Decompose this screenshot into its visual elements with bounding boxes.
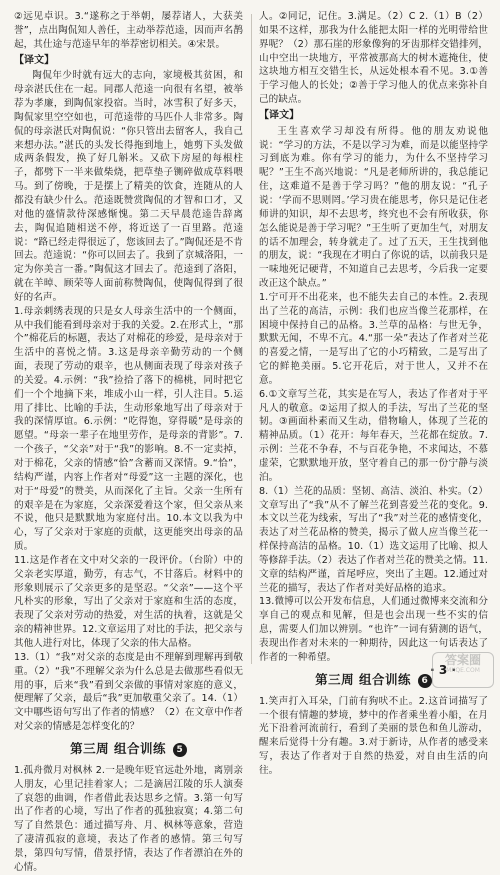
right-paragraph-5: 13.微博可以公开发布信息，人们通过微博来交流和分享自己的观点和见解，但是也会出现一些不实的信息，需要人们加以辨别。“也许”一词有猜测的语气，表现出作者对未来的一种期待，因此这一句话表达了作者的一种希望。 (259, 596, 488, 663)
right-translation-paragraph: 王生喜欢学习却没有所得。他的朋友劝说他说：“学习的方法，不是以学习为难，而是以能坚持学习到底为难。你有学习的能力，为什么不坚持学习呢？”王生不高兴地说：“凡是老师所讲的，我总能记住，这难道不是善于学习吗？”他的朋友说：“孔子说：‘学而不思则罔。’学习贵在能思考，你只是记住老师讲的知识，却不去思考，终究也不会有所收获，你怎么能说是善于学习呢？”王生听了更加生气，对朋友的话不加理会，转身就走了。过了五天，王生找到他的朋友，说：“我现在才明白了你说的话，以前我只是一味地死记硬背，不知道自己去思考，今后我一定要改正这个缺点。” (259, 125, 488, 290)
right-translation-tag: 【译文】 (259, 109, 300, 121)
left-translation-paragraph: 陶侃年少时就有远大的志向，家境极其贫困，和母亲湛氏住在一起。同郡人范逵一向很有名望，被举荐为孝廉，到陶侃家投宿。当时，冰雪积了好多天，陶侃家里空空如也，可范逵带的马匹仆人非常多。陶侃的母亲湛氏对陶侃说：“你只管出去留客人，我自己来想办法。”湛氏的头发长得拖到地上，她剪下头发做成两条假发，换了好几斛米。又砍下房屋的每根柱子，都劈下一半来做柴烧，把草垫子铡碎做成草料喂马。到了傍晚，于是摆上了精美的饮食，连随从的人都没有缺少什么。范逵既赞赏陶侃的才智和口才，又对他的盛情款待深感惭愧。第二天早晨范逵告辞离去，陶侃追随相送不停，将近送了一百里路。范逵说：“路已经走得很远了，您该回去了。”陶侃还是不肯回去。范逵说：“你可以回去了。我到了京城洛阳，一定为你美言一番。”陶侃这才回去了。范逵到了洛阳，就在羊晫、顾荣等人面前称赞陶侃，使陶侃得到了很好的名声。 (14, 70, 243, 303)
left-paragraph-4: 13.（1）“我”对父亲的态度是由不理解到理解再到敬重。（2）“我”不理解父亲为什么总是去做那些看似无用的事，后来“我”看到父亲做的事情对家庭的意义，便理解了父亲，最后“我”更加敬重父亲了。14.（1）文中哪些语句写出了作者的情感？（2）在文章中作者对父亲的情感是怎样变化的？ (14, 651, 243, 733)
left-section-number: 5 (173, 743, 187, 757)
left-paragraph-0: ②远见卓识。3.“遂称之于举朝，屡荐诸人，大获美誉”，点出陶侃知人善任，主动举荐范逵，因而声名鹊起，其仕途与范逵早年的举荐密切相关。④宋景。 (14, 11, 243, 50)
left-paragraph-5: 1.孤舟微月对枫林 2.一是晚年贬官远赴外地，离别亲人朋友，心里记挂着家人；二是滴居江陵的乐人演奏了哀怨的曲调，作者借此表达思乡之情。3.第一句写出了作者的心境，写出了作者的孤独寂寞；4.第二句写了自然景色：通过描写舟、月、枫林等意象，营造了凄清孤寂的意境，表达了作者的感情。第三句写景，第四句写情，借景抒情，表达了作者漂泊在外的心情。 (14, 764, 243, 873)
right-paragraph-3: 6.①文章写兰花，其实是在写人，表达了作者对于平凡人的敬意。②运用了拟人的手法，写出了兰花的坚韧。③画面朴素而又生动，借物喻人，体现了兰花的精神品质。（1）花开：每年春天，兰花都在绽放。7.示例：兰花不争春，不与百花争艳，不求闻达，不慕虚荣，它默默地开放，坚守着自己的那一份宁静与淡泊。 (259, 388, 488, 483)
right-paragraph-2: 1.宁可开不出花来，也不能失去自己的本性。2.表现出了兰花的高洁，示例：我们也应当像兰花那样，在困境中保持自己的品格。3.兰草的品格：与世无争，默默无闻，不卑不亢。4.“那一朵”表达了作者对兰花的喜爱之情，一是写出了它的小巧精致，二是写出了它的鲜艳美丽。5.它开花后，对于世人，又并不在意。 (259, 291, 488, 386)
left-section-title: 第三周 组合训练 (70, 740, 166, 756)
left-section-heading (14, 740, 243, 758)
column-divider (251, 14, 252, 664)
left-paragraph-3: 11.这是作者在文中对父亲的一段评价。（台阶）中的父亲老实厚道，勤劳，有志气，不甘落后。材料中的形象则展示了父亲更多的是坚忍。“父亲”——这个平凡朴实的形象，写出了父亲对于家庭和生活的态度，表现了父亲对劳动的热爱，对生活的执着，这就是父亲的精神世界。12.文章运用了对比的手法，把父亲与其他人进行对比，体现了父亲的伟大品格。 (14, 554, 243, 649)
left-column (14, 10, 243, 875)
page (14, 10, 490, 873)
left-translation-tag: 【译文】 (14, 54, 55, 66)
right-paragraph-0: 人。②同记，记住。3.满足。（2）C 2.（1）B（2）如果不这样，那我为什么能把太阳一样的光明带给世界呢？（2）那石崖的形象像狗的牙齿那样交错排列，山中空出一块地方，平常被那高大的树木遮掩住，使这块地方相互交错生长，从远处根本看不见。3.①善于学习他人的长处；②善于学习他人的优点来弥补自己的缺点。 (259, 11, 488, 106)
right-paragraph-4: 8.（1）兰花的品质：坚韧、高洁、淡泊、朴实。（2）文章写出了“我”从不了解兰花到喜爱兰花的变化。9.本文以兰花为线索，写出了“我”对兰花的感情变化，表达了对兰花品格的赞美，揭示了做人应当像兰花一样保持高洁的品格。10.（1）选文运用了比喻、拟人等修辞手法。（2）表达了作者对兰花的赞美之情。11.文章的结构严谨，首尾呼应，突出了主题。12.通过对兰花的描写，表达了作者对美好品格的追求。 (259, 485, 488, 594)
page-number: · 3 · (430, 663, 456, 677)
right-section-number: 6 (418, 674, 432, 688)
watermark-small-text: MXQE.COM (446, 667, 480, 674)
right-paragraph-6: 1.笑声打入耳朵，门前有狗吠不止。2.这首词描写了一个很有情趣的梦境，梦中的作者乘坐着小船，在月光下沿着河流前行，看到了美丽的景色和鱼儿游动，醒来后觉得十分有趣。3.对于新诗，从作者的感受来写，表达了作者对于自然的热爱，对自由生活的向往。 (259, 695, 488, 776)
watermark-logo (432, 652, 494, 688)
watermark-big-text: 答案圈 (444, 653, 481, 667)
right-section-title: 第三周 组合训练 (315, 671, 411, 687)
left-paragraph-2: 1.母亲刺绣表现的只是女人母亲生活中的一个侧面，从中我们能看到母亲对于我的关爱。2.在形式上，“那个”棉花后的标题，表达了对棉花的珍爱，是母亲对于生活中的喜悦之情。3.这是母亲辛勤劳动的一个侧面，表现了劳动的艰辛，也从侧面表现了母亲对孩子的关爱。4.示例：“我”捡拾了落下的棉桃，同时把它们一个个地摘下来，堆成小山一样，引人注目。5.运用了排比、比喻的手法，生动形象地写出了母亲对于我的深情厚谊。6.示例：“吃得饱，穿得暖”是母亲的愿望。“母亲一辈子在地里劳作，是母亲的背影”。7.一个孩子，“父亲”对于“我”的影响。8.不一定卖掉，对于棉花，父亲的情感“恰”含蓄而又深情。9.“恰”，结构严谨，内容上作者对“母爱”这一主题的深化，也对于“母爱”的赞美，从而深化了主旨。父亲一生所有的艰辛是在为家庭，父亲深爱着这个家，但父亲从来不说，他只是默默地为家庭付出。10.本文以我为中心，写了父亲对于家庭的贡献，这更能突出母亲的品质。 (14, 305, 243, 553)
